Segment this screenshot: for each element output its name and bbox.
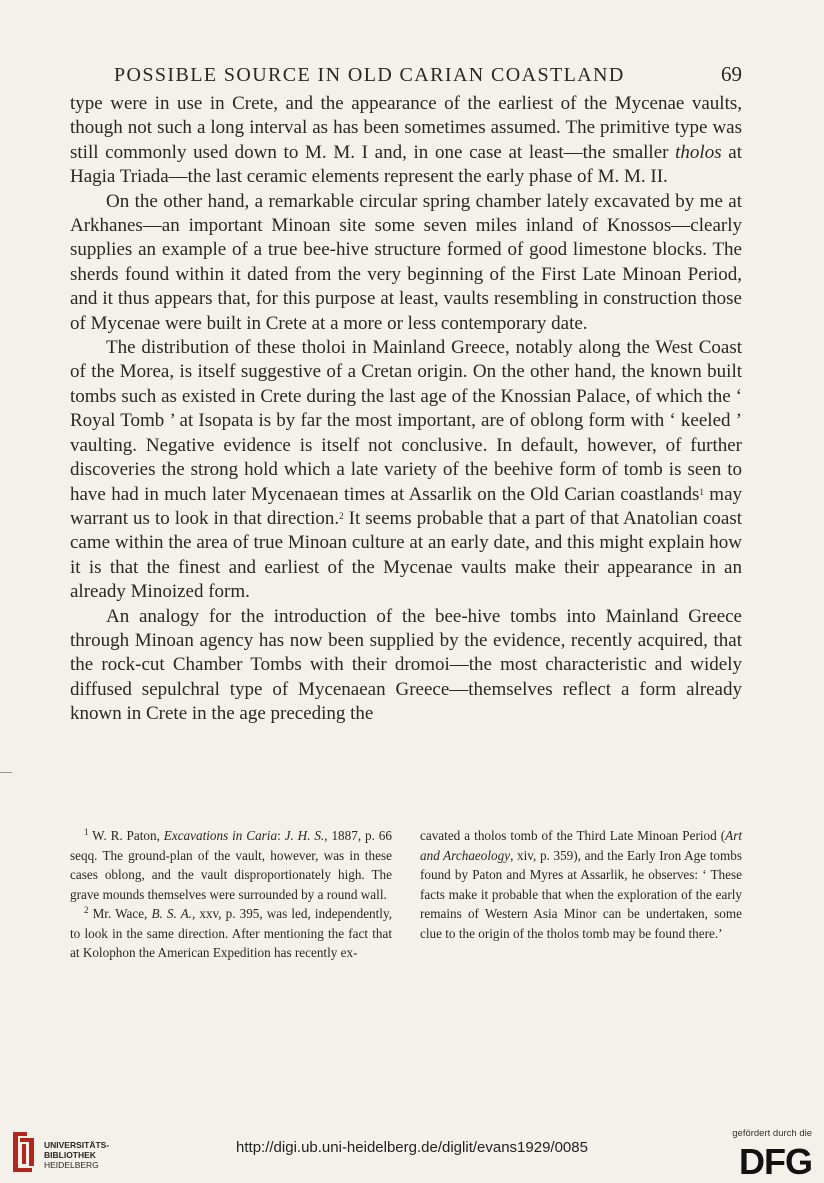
footnote-2-continued: cavated a tholos tomb of the Third Late Minoan Period (Art and Archaeology, xiv, p. 359), and the Early Iron Age tombs found by Paton and Myres at Assarlik, he observes: ‘ These facts make it probable that when the exploration of the early remains of Western Asia Minor can be undertaken, some clue to the origin of the tholos tomb may be found there.’ — [420, 828, 742, 941]
body-text — [70, 92, 742, 727]
dfg-logo: DFG — [739, 1141, 812, 1182]
footnote-column-right — [420, 826, 742, 963]
footnote-column-left — [70, 826, 392, 963]
paragraph-2: On the other hand, a remarkable circular spring chamber lately excavated by me at Arkhanes—an important Minoan site some seven miles inland of Knossos—clearly supplies an example of a true bee-hive structure formed of good limestone blocks. The sherds found within it dated from the very beginning of the First Late Minoan Period, and it thus appears that, for this purpose at least, vaults resembling in construction those of Mycenae were built in Crete at a more or less contemporary date. — [70, 190, 742, 334]
running-title: POSSIBLE SOURCE IN OLD CARIAN COASTLAND — [114, 64, 625, 86]
scan-edge-mark — [0, 772, 12, 773]
paragraph-4: An analogy for the introduction of the bee-hive tombs into Mainland Greece through Minoan agency has now been supplied by the evidence, recently acquired, that the rock-cut Chamber Tombs with their dromoi—the most characteristic and widely diffused sepulchral type of Mycenaean Greece—themselves reflect a form already known in Crete in the age preceding the — [70, 605, 742, 725]
footnote-2: $^2$ Mr. Wace, B. S. A., xxv, p. 395, was led, independently, to look in the same direction. After mentioning the fact that at Kolophon the American Expedition has recently ex- — [70, 905, 392, 960]
digitization-footer — [0, 1118, 824, 1183]
paragraph-1: type were in use in Crete, and the appearance of the earliest of the Mycenae vaults, though not such a long interval as has been sometimes assumed. The primitive type was still commonly used down to M. M. I and, in one case at least—the smaller tholos at Hagia Triada—the last ceramic elements represent the early phase of M. M. II. — [70, 93, 742, 188]
footnote-ref-1[interactable]: 1 — [699, 486, 704, 497]
library-name: UNIVERSITÄTS- BIBLIOTHEK HEIDELBERG — [44, 1140, 110, 1170]
footnote-ref-2[interactable]: 2 — [339, 510, 344, 521]
running-head — [70, 62, 742, 87]
footnote-1: $^1$ W. R. Paton, Excavations in Caria: J. H. S., 1887, p. 66 seqq. The ground-plan of the vault, however, was in these cases oblong, and the vault disproportionately high. The grave mounds themselves were surrounded by a round wall. — [70, 827, 392, 902]
paragraph-3: The distribution of these tholoi in Mainland Greece, notably along the West Coast of the Morea, is itself suggestive of a Cretan origin. On the other hand, the known built tombs such as existed in Crete during the last age of the Knossian Palace, of which the ‘ Royal Tomb ’ at Isopata is by far the most important, are of oblong form with ‘ keeled ’ vaulting. Negative evidence is itself not conclusive. In default, however, of further discoveries the strong hold which a late variety of the beehive form of tomb is seen to have had in much later Mycenaean times at Assarlik on the Old Carian coastlands$^1$ may warrant us to look in that direction.$^2$ It seems probable that a part of that Anatolian coast came within the area of true Minoan culture at an early date, and this might explain how it is that the finest and earliest of the Mycenae vaults make their appearance in an already Minoized form. — [70, 337, 742, 603]
footnotes — [70, 826, 742, 963]
page-number: 69 — [721, 62, 742, 86]
italic-term: tholos — [675, 141, 722, 163]
source-url-link[interactable]: http://digi.ub.uni-heidelberg.de/diglit/evans1929/0085 — [236, 1139, 588, 1156]
funding-caption: gefördert durch die — [732, 1128, 812, 1139]
